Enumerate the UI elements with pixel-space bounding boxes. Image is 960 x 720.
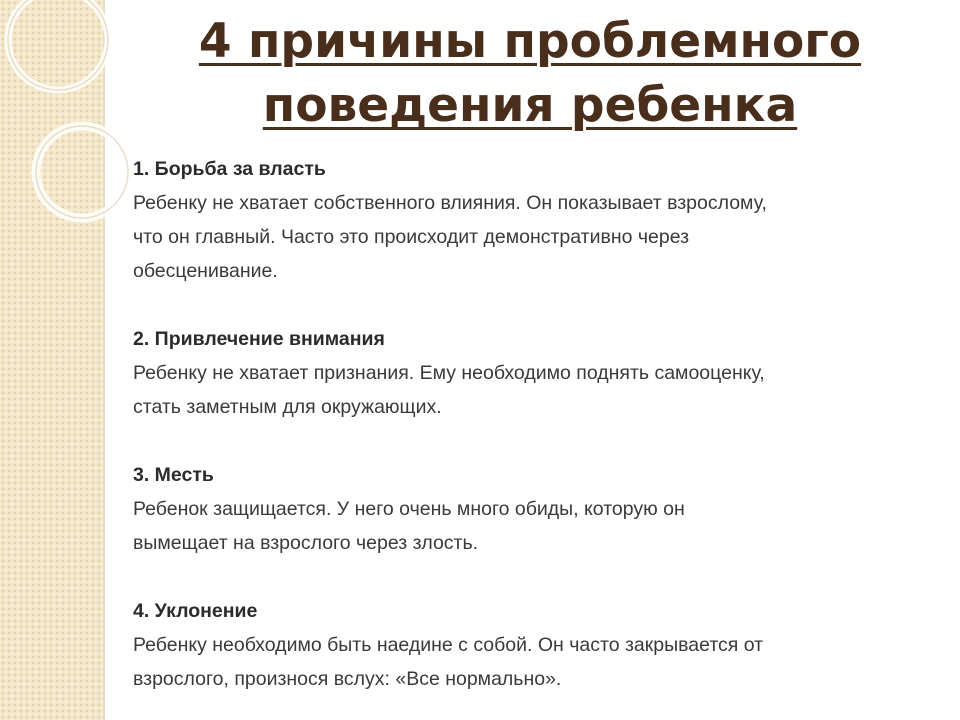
section-avoidance xyxy=(133,594,933,696)
page-title xyxy=(130,10,930,138)
section-attention-seeking xyxy=(133,322,933,424)
section-power-struggle xyxy=(133,152,933,288)
section-revenge xyxy=(133,458,933,560)
title-line-2: поведения ребенка xyxy=(262,78,798,133)
section-text-line: взрослого, произнося вслух: «Все нормально». xyxy=(133,668,562,690)
section-heading: 3. Месть xyxy=(133,464,214,486)
section-text-line: вымещает на взрослого через злость. xyxy=(133,532,479,554)
section-text-line: что он главный. Часто это происходит демонстративно через xyxy=(133,226,690,248)
section-text-line: обесценивание. xyxy=(133,260,278,282)
section-text-line: стать заметным для окружающих. xyxy=(133,396,442,418)
section-text-line: Ребенку не хватает собственного влияния. Он показывает взрослому, xyxy=(133,192,767,214)
decorative-rings-icon xyxy=(0,0,140,260)
content-area xyxy=(133,152,933,720)
section-text-line: Ребенку не хватает признания. Ему необходимо поднять самооценку, xyxy=(133,362,765,384)
title-line-1: 4 причины проблемного xyxy=(198,14,862,69)
section-text-line: Ребенку необходимо быть наедине с собой. Он часто закрывается от xyxy=(133,634,764,656)
section-text-line: Ребенок защищается. У него очень много обиды, которую он xyxy=(133,498,685,520)
section-heading: 1. Борьба за власть xyxy=(133,158,326,180)
section-heading: 2. Привлечение внимания xyxy=(133,328,385,350)
section-heading: 4. Уклонение xyxy=(133,600,258,622)
